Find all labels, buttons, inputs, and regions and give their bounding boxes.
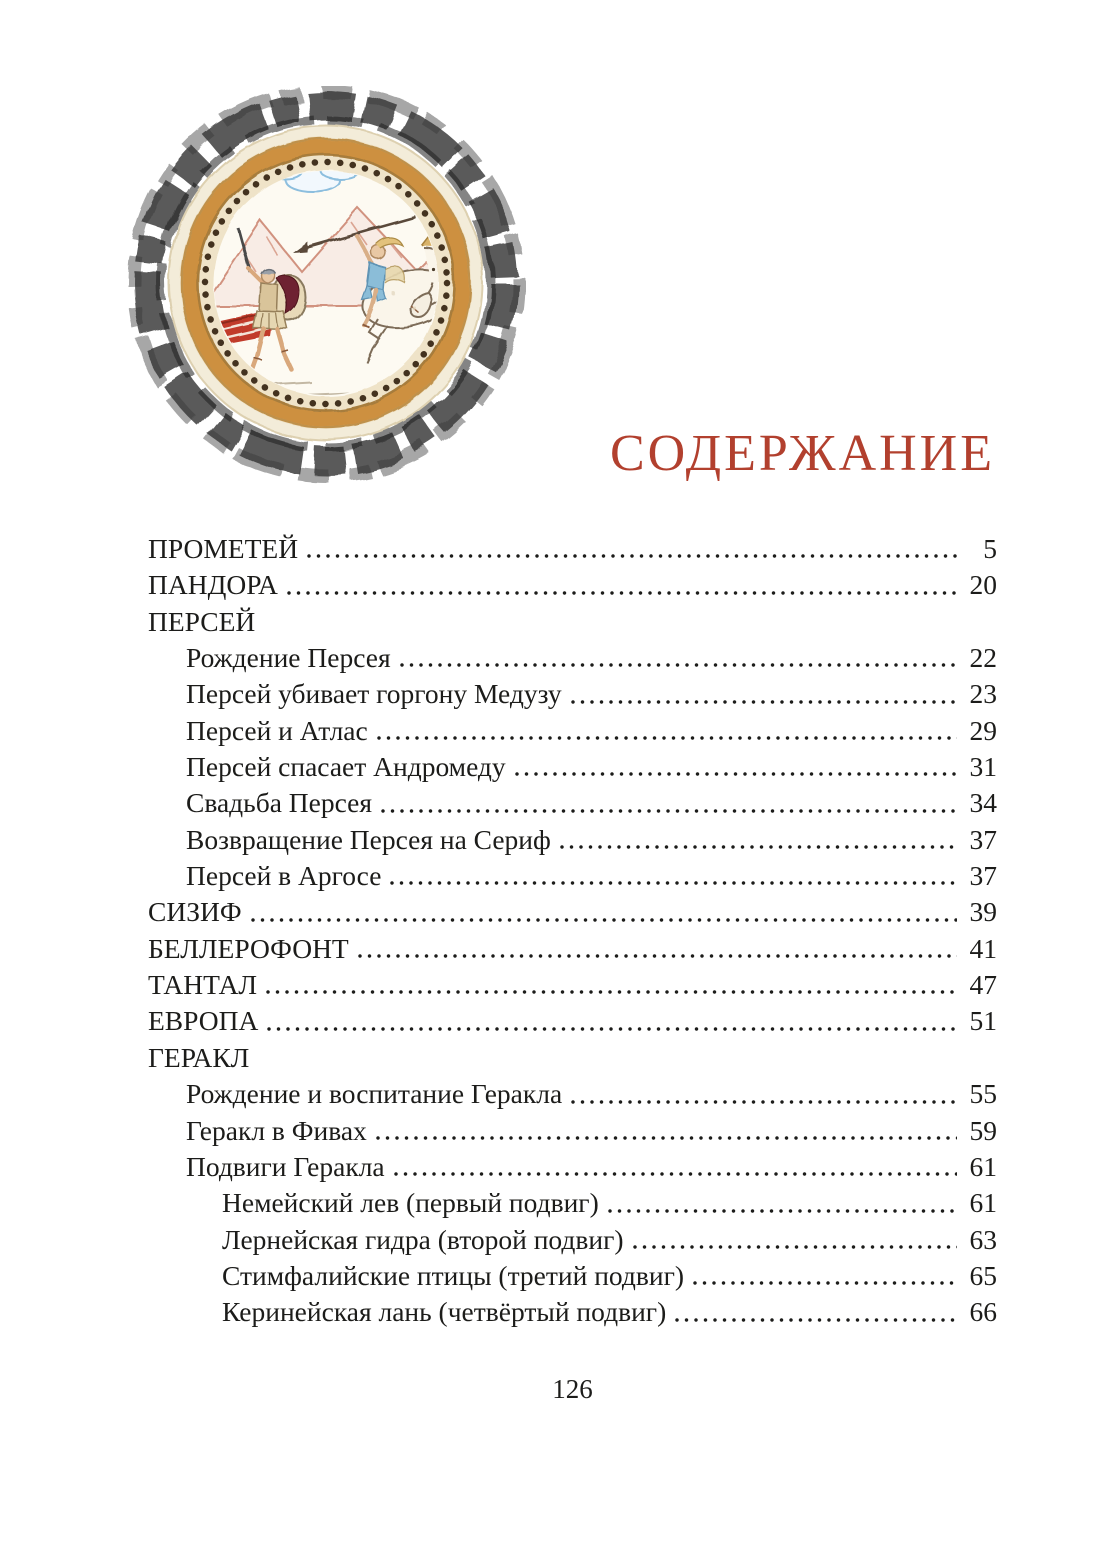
toc-entry — [148, 1185, 997, 1221]
dot-leader — [571, 1100, 957, 1104]
dot-leader — [376, 1136, 957, 1140]
dot-leader — [266, 990, 957, 994]
dot-leader — [560, 845, 957, 849]
toc-entry — [148, 931, 997, 967]
toc-entry-page: 66 — [969, 1296, 997, 1328]
toc-entry-page: 59 — [969, 1114, 997, 1146]
table-of-contents — [148, 531, 997, 1331]
toc-entry-label: ПАНДОРА — [148, 569, 278, 601]
toc-entry — [148, 1076, 997, 1112]
dot-leader — [390, 881, 957, 885]
dot-leader — [381, 809, 957, 813]
toc-entry — [148, 1040, 997, 1076]
toc-entry-page: 39 — [969, 896, 997, 928]
toc-entry-label: Керинейская лань (четвёртый подвиг) — [222, 1296, 667, 1328]
toc-entry-label: Персей убивает горгону Медузу — [186, 678, 562, 710]
toc-entry-label: ПЕРСЕЙ — [148, 605, 256, 637]
dot-leader — [267, 1027, 957, 1031]
toc-entry — [148, 894, 997, 930]
toc-entry — [148, 749, 997, 785]
toc-entry — [148, 1258, 997, 1294]
toc-entry-label: ЕВРОПА — [148, 1005, 259, 1037]
toc-entry-label: ГЕРАКЛ — [148, 1041, 250, 1073]
toc-entry-page: 61 — [969, 1150, 997, 1182]
page-number: 126 — [552, 1374, 593, 1404]
toc-entry-page: 34 — [969, 787, 997, 819]
toc-entry-label: Персей и Атлас — [186, 714, 368, 746]
dot-leader — [400, 663, 957, 667]
page-title: СОДЕРЖАНИЕ — [610, 425, 995, 482]
toc-entry-page: 65 — [969, 1259, 997, 1291]
toc-entry-page: 61 — [969, 1187, 997, 1219]
toc-entry-page: 63 — [969, 1223, 997, 1255]
toc-entry-page: 47 — [969, 969, 997, 1001]
toc-entry-page: 51 — [969, 1005, 997, 1037]
toc-entry — [148, 1003, 997, 1039]
medallion-illustration — [126, 86, 526, 486]
toc-entry-page: 20 — [969, 569, 997, 601]
toc-entry-page: 37 — [969, 823, 997, 855]
dot-leader — [377, 736, 957, 740]
toc-entry-label: Стимфалийские птицы (третий подвиг) — [222, 1259, 685, 1291]
toc-entry-page: 31 — [969, 751, 997, 783]
dot-leader — [307, 554, 957, 558]
toc-entry — [148, 567, 997, 603]
toc-entry-label: Персей спасает Андромеду — [186, 751, 506, 783]
toc-entry-label: БЕЛЛЕРОФОНТ — [148, 932, 349, 964]
toc-entry-label: ПРОМЕТЕЙ — [148, 533, 299, 564]
dot-leader — [287, 591, 957, 595]
toc-entry-page: 22 — [969, 642, 997, 674]
toc-entry — [148, 713, 997, 749]
toc-entry-page: 5 — [983, 533, 997, 564]
toc-entry — [148, 967, 997, 1003]
toc-entry — [148, 858, 997, 894]
dot-leader — [358, 954, 957, 958]
toc-entry-label: Геракл в Фивах — [186, 1114, 367, 1146]
dot-leader — [633, 1245, 957, 1249]
toc-entry-page: 41 — [969, 932, 997, 964]
toc-entry — [148, 1149, 997, 1185]
toc-entry — [148, 604, 997, 640]
dot-leader — [693, 1281, 957, 1285]
toc-entry — [148, 640, 997, 676]
dot-leader — [571, 700, 957, 704]
toc-entry — [148, 1222, 997, 1258]
toc-entry-label: Свадьба Персея — [186, 787, 372, 819]
toc-entry-page: 37 — [969, 860, 997, 892]
toc-entry — [148, 1294, 997, 1330]
toc-entry-label: Немейский лев (первый подвиг) — [222, 1187, 599, 1219]
toc-entry-label: Подвиги Геракла — [186, 1150, 385, 1182]
toc-entry-label: СИЗИФ — [148, 896, 242, 928]
toc-entry — [148, 531, 997, 567]
toc-entry — [148, 785, 997, 821]
toc-entry-label: Лернейская гидра (второй подвиг) — [222, 1223, 624, 1255]
dot-leader — [394, 1172, 957, 1176]
toc-entry-page: 29 — [969, 714, 997, 746]
toc-entry-label: Возвращение Персея на Сериф — [186, 823, 551, 855]
dot-leader — [251, 918, 957, 922]
dot-leader — [515, 772, 957, 776]
toc-entry — [148, 822, 997, 858]
dot-leader — [608, 1209, 957, 1213]
toc-entry — [148, 1113, 997, 1149]
toc-entry-label: Персей в Аргосе — [186, 860, 382, 892]
dot-leader — [675, 1318, 957, 1322]
toc-entry — [148, 676, 997, 712]
toc-entry-label: Рождение Персея — [186, 642, 391, 674]
toc-entry-page: 23 — [969, 678, 997, 710]
toc-entry-label: Рождение и воспитание Геракла — [186, 1078, 563, 1110]
toc-entry-label: ТАНТАЛ — [148, 969, 258, 1001]
toc-entry-page: 55 — [969, 1078, 997, 1110]
